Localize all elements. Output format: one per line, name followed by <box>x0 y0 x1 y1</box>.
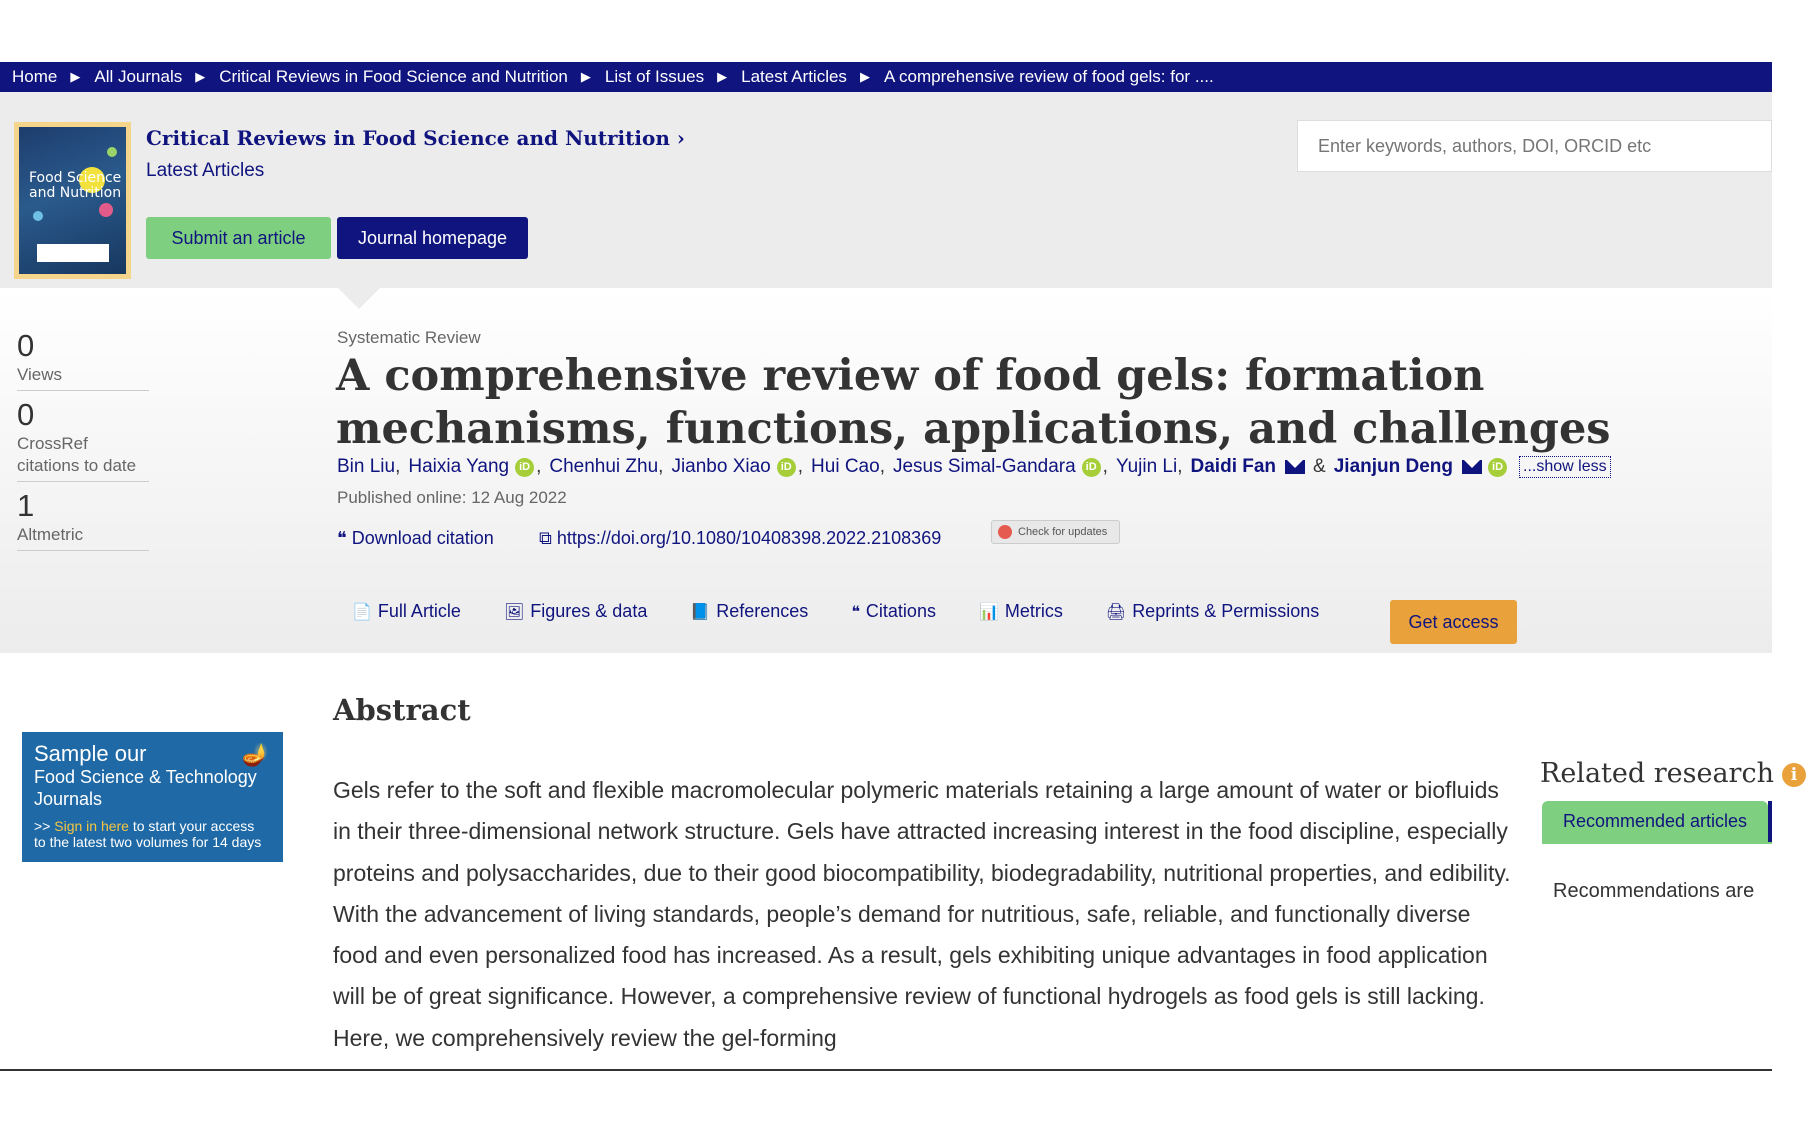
stat-block <box>17 488 149 551</box>
abstract-heading: Abstract <box>333 693 471 727</box>
orcid-icon[interactable]: iD <box>1082 458 1101 477</box>
tab-icon: 📄 <box>352 603 372 621</box>
recommendations-text: Recommendations are <box>1553 880 1755 902</box>
breadcrumb-item[interactable]: All Journals <box>94 67 183 86</box>
quote-icon: ❝ <box>337 528 347 548</box>
doi-link[interactable]: ⧉ https://doi.org/10.1080/10408398.2022.2108369 <box>539 528 942 548</box>
author-link[interactable]: Daidi Fan <box>1190 456 1277 477</box>
search-input[interactable] <box>1297 120 1772 172</box>
article-tabs <box>352 601 1362 622</box>
journal-cover[interactable] <box>14 122 131 279</box>
tab-icon: 📘 <box>690 603 711 621</box>
chevron-right-icon: ▶ <box>859 69 870 84</box>
recommended-articles-tab[interactable]: Recommended articles <box>1542 801 1768 842</box>
and-symbol: & <box>1313 456 1326 477</box>
tab-underline <box>1542 842 1772 844</box>
journal-subtitle[interactable]: Latest Articles <box>146 160 265 181</box>
author-link[interactable]: Jianbo Xiao <box>671 456 771 477</box>
stat-value: 0 <box>17 397 35 432</box>
tab-figures-data[interactable] <box>504 601 647 622</box>
journal-title[interactable]: Critical Reviews in Food Science and Nutrition › <box>146 126 685 150</box>
breadcrumb-item[interactable]: List of Issues <box>604 67 705 86</box>
breadcrumb-item[interactable]: Home <box>12 67 58 86</box>
chevron-right-icon: ▶ <box>195 69 206 84</box>
stat-label: Altmetric <box>17 525 84 544</box>
author-separator: , <box>797 456 804 477</box>
orcid-icon[interactable]: iD <box>515 458 534 477</box>
author-link[interactable]: Jesus Simal-Gandara <box>892 456 1076 477</box>
abstract-text: Gels refer to the soft and flexible macromolecular polymeric materials retaining a large amount of water or biofluids in their three-dimensional network structure. Gels have attracted increasing interest in the food discipline, especially proteins and polysaccharides, due to their good biocompatibility, biodegradability, nutritional properties, and edibility. With the advancement of living standards, people’s demand for nutritious, safe, reliable, and functionally diverse food and even personalized food has increased. As a result, gels exhibiting unique advantages in food application will be of great significance. However, a comprehensive review of functional hydrogels as food gels is still lacking. Here, we comprehensively review the gel-forming <box>333 777 1511 1051</box>
journal-header <box>0 92 1772 288</box>
chevron-right-icon: ▶ <box>580 69 591 84</box>
chevron-right-icon: ▶ <box>717 69 728 84</box>
tab-label: References <box>716 601 809 621</box>
tab-label: Metrics <box>1004 601 1063 621</box>
author-separator: , <box>1177 456 1183 477</box>
author-link[interactable]: Bin Liu <box>337 456 396 477</box>
sign-in-link[interactable]: Sign in here <box>54 818 129 834</box>
author-separator: , <box>658 456 664 477</box>
stat-value: 1 <box>17 488 35 523</box>
tab-reprints-permissions[interactable] <box>1106 601 1319 622</box>
author-link[interactable]: Hui Cao <box>811 456 880 477</box>
external-link-icon: ⧉ <box>539 528 552 548</box>
author-link[interactable]: Chenhui Zhu <box>549 456 659 477</box>
stat-value: 0 <box>17 328 35 363</box>
author-separator: , <box>879 456 885 477</box>
crossmark-icon <box>998 525 1012 539</box>
tab-label: Reprints & Permissions <box>1132 601 1320 621</box>
sample-journals-ad[interactable]: 🪔 Sample our Food Science & Technology Journals >> Sign in here to start your access to the latest two volumes for 14 days <box>22 732 283 862</box>
orcid-icon[interactable]: iD <box>777 458 796 477</box>
article-title: A comprehensive review of food gels: formation mechanisms, functions, applications, and challenges <box>336 351 1611 454</box>
stat-label: Views <box>17 365 63 384</box>
check-updates-badge[interactable]: Check for updates <box>991 520 1120 544</box>
tab-label: Figures & data <box>530 601 648 621</box>
stat-block <box>17 397 149 482</box>
email-icon[interactable] <box>1285 460 1305 474</box>
chevron-right-icon: ▶ <box>70 69 81 84</box>
author-list <box>337 456 1657 478</box>
author-separator: , <box>395 456 401 477</box>
bottom-divider <box>0 1069 1772 1071</box>
orcid-icon[interactable]: iD <box>1488 458 1507 477</box>
author-link[interactable]: Haixia Yang <box>408 456 510 477</box>
show-less-button[interactable]: ...show less <box>1519 456 1611 478</box>
lamp-icon: 🪔 <box>241 742 269 767</box>
stat-label: CrossRef citations to date <box>17 434 137 475</box>
tab-full-article[interactable] <box>352 601 461 622</box>
submit-article-button[interactable]: Submit an article <box>146 217 331 259</box>
tab-label: Citations <box>865 601 936 621</box>
info-icon[interactable]: i <box>1782 763 1806 787</box>
tab-references[interactable] <box>690 601 808 622</box>
journal-cover-image <box>19 127 126 274</box>
get-access-button[interactable]: Get access <box>1390 600 1517 644</box>
author-link[interactable]: Jianjun Deng <box>1333 456 1454 477</box>
article-stats <box>17 328 149 557</box>
article-header <box>0 288 1772 653</box>
next-tab-edge[interactable] <box>1768 801 1772 842</box>
author-separator: , <box>536 456 542 477</box>
cover-title: Food Science and Nutrition <box>29 170 122 201</box>
tab-label: Full Article <box>377 601 461 621</box>
stat-block <box>17 328 149 391</box>
author-separator: , <box>1102 456 1108 477</box>
author-link[interactable]: Yujin Li <box>1115 456 1178 477</box>
tab-citations[interactable] <box>851 601 936 622</box>
breadcrumb-item[interactable]: Latest Articles <box>741 67 847 86</box>
article-type: Systematic Review <box>337 328 481 347</box>
header-notch <box>338 288 380 309</box>
publish-date: Published online: 12 Aug 2022 <box>337 488 567 507</box>
tab-icon: ❝ <box>851 603 860 621</box>
download-citation-link[interactable]: ❝ Download citation <box>337 528 494 548</box>
tab-metrics[interactable] <box>979 601 1063 622</box>
email-icon[interactable] <box>1462 460 1482 474</box>
tab-icon: 🖨 <box>1105 603 1127 621</box>
breadcrumb-item[interactable]: A comprehensive review of food gels: for .... <box>883 67 1214 86</box>
tab-icon: 🖼 <box>503 603 525 621</box>
tab-icon: 📊 <box>978 603 999 621</box>
breadcrumb <box>0 62 1772 92</box>
journal-homepage-button[interactable]: Journal homepage <box>337 217 528 259</box>
related-research-heading: Related research i <box>1540 758 1806 789</box>
breadcrumb-item[interactable]: Critical Reviews in Food Science and Nutrition <box>219 67 568 86</box>
